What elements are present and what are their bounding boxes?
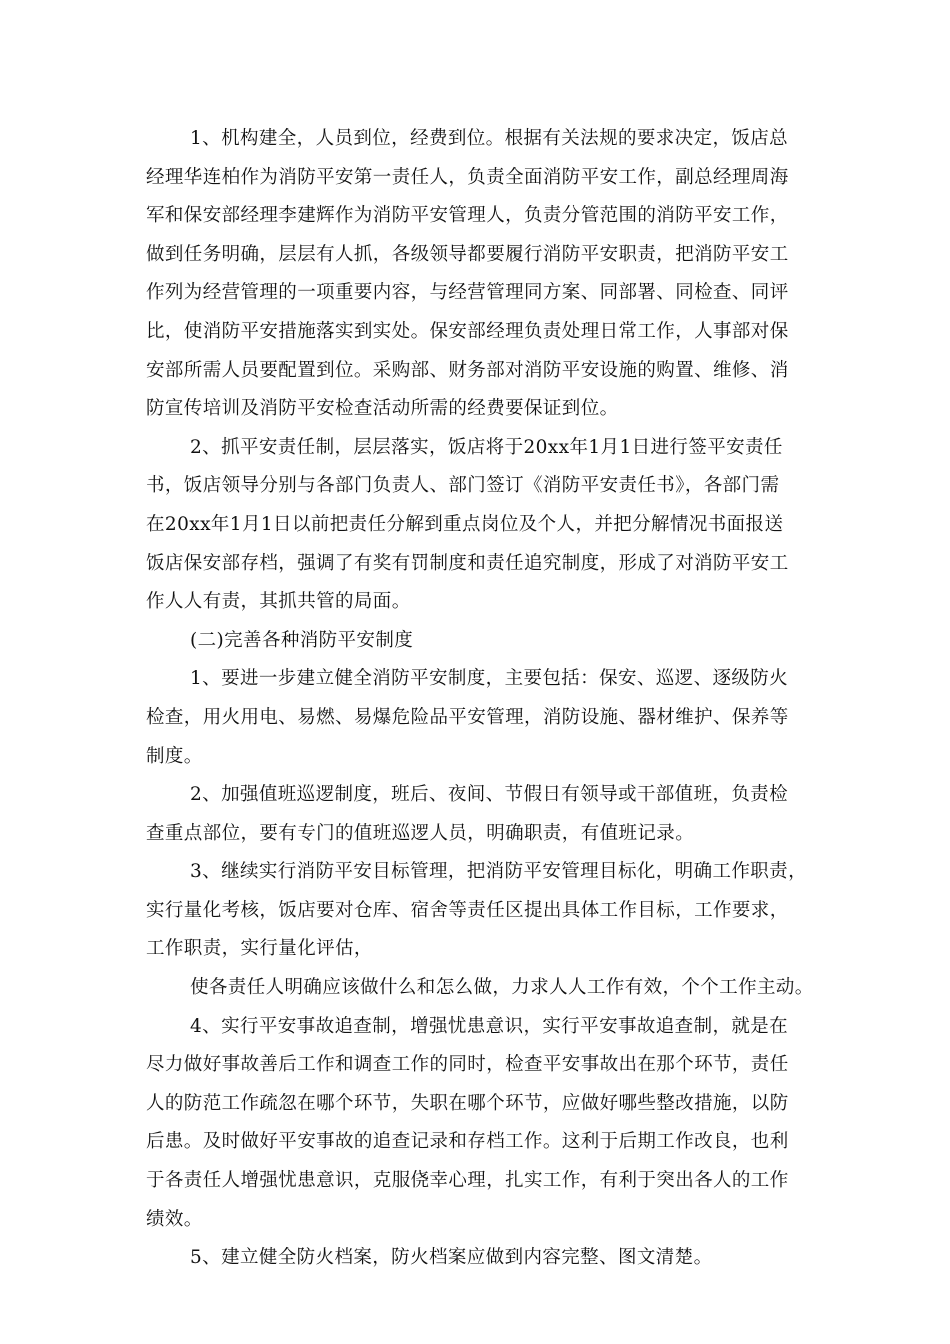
text-line: 1、机构建全，人员到位，经费到位。根据有关法规的要求决定，饭店总 [190, 128, 789, 149]
text-line: 做到任务明确，层层有人抓，各级领导都要履行消防平安职责，把消防平安工 [146, 243, 789, 265]
text-line: 经理华连柏作为消防平安第一责任人，负责全面消防平安工作，副总经理周海 [146, 166, 789, 188]
text-line: 作列为经营管理的一项重要内容，与经营管理同方案、同部署、同检查、同评 [146, 282, 789, 304]
document-body [146, 120, 826, 1278]
text-line: 绩效。 [146, 1208, 203, 1230]
text-line: 在20xx年1月1日以前把责任分解到重点岗位及个人，并把分解情况书面报送 [146, 513, 784, 535]
text-line: 于各责任人增强忧患意识，克服侥幸心理，扎实工作，有利于突出各人的工作 [146, 1170, 789, 1192]
text-line: 工作职责，实行量化评估， [146, 938, 373, 960]
text-line: 人的防范工作疏忽在哪个环节，失职在哪个环节，应做好哪些整改措施，以防 [146, 1092, 789, 1114]
section-heading: (二)完善各种消防平安制度 [190, 629, 414, 651]
text-line: 3、继续实行消防平安目标管理，把消防平安管理目标化，明确工作职责， [190, 861, 807, 883]
text-line: 实行量化考核，饭店要对仓库、宿舍等责任区提出具体工作目标，工作要求， [146, 899, 789, 921]
text-line: 查重点部位，要有专门的值班巡逻人员，明确职责，有值班记录。 [146, 822, 695, 844]
text-line: 检查，用火用电、易燃、易爆危险品平安管理，消防设施、器材维护、保养等 [146, 706, 789, 728]
text-line: 制度。 [146, 745, 203, 767]
text-line: 使各责任人明确应该做什么和怎么做，力求人人工作有效，个个工作主动。 [190, 977, 814, 999]
text-line: 后患。及时做好平安事故的追查记录和存档工作。这利于后期工作改良，也利 [146, 1131, 789, 1153]
text-line: 尽力做好事故善后工作和调查工作的同时，检查平安事故出在那个环节，责任 [146, 1054, 789, 1076]
text-line: 书，饭店领导分别与各部门负责人、部门签订《消防平安责任书》，各部门需 [146, 475, 780, 497]
text-line: 1、要进一步建立健全消防平安制度，主要包括：保安、巡逻、逐级防火 [190, 668, 789, 690]
text-line: 作人人有责，其抓共管的局面。 [146, 591, 411, 613]
text-line: 比，使消防平安措施落实到实处。保安部经理负责处理日常工作，人事部对保 [146, 320, 789, 342]
text-line: 安部所需人员要配置到位。采购部、财务部对消防平安设施的购置、维修、消 [146, 359, 789, 381]
text-line: 2、抓平安责任制，层层落实，饭店将于20xx年1月1日进行签平安责任 [190, 436, 783, 458]
text-line: 4、实行平安事故追查制，增强忧患意识，实行平安事故追查制，就是在 [190, 1015, 789, 1037]
text-line: 饭店保安部存档，强调了有奖有罚制度和责任追究制度，形成了对消防平安工 [146, 552, 789, 574]
text-line: 防宣传培训及消防平安检查活动所需的经费要保证到位。 [146, 398, 619, 420]
text-line: 军和保安部经理李建辉作为消防平安管理人，负责分管范围的消防平安工作， [146, 205, 789, 227]
text-line: 5、建立健全防火档案，防火档案应做到内容完整、图文清楚。 [190, 1247, 713, 1269]
text-line: 2、加强值班巡逻制度，班后、夜间、节假日有领导或干部值班，负责检 [190, 784, 789, 806]
